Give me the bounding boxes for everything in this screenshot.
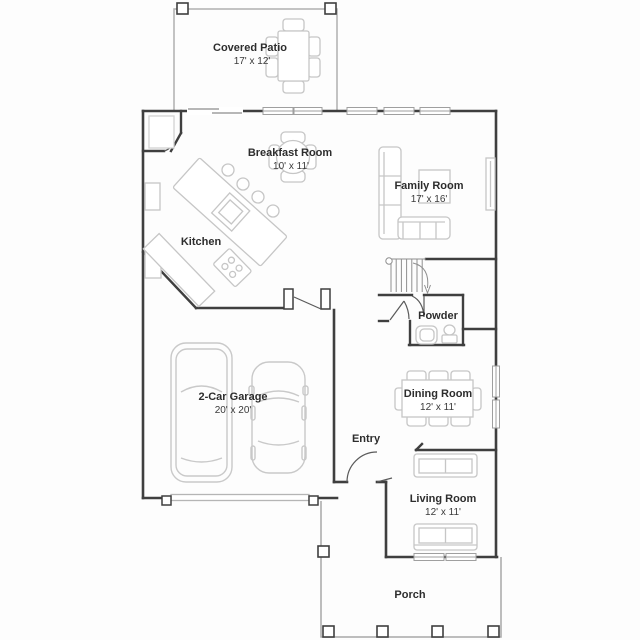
dims-dining-room: 12' x 11' <box>420 402 456 413</box>
porch-post <box>432 626 443 637</box>
closet-door-swing <box>404 301 409 319</box>
sectional-sofa <box>398 217 450 239</box>
front-door-swing <box>347 452 377 482</box>
door-jamb <box>284 289 293 309</box>
kitchen-fixtures <box>143 116 287 306</box>
sofa <box>414 524 477 550</box>
label-garage: 2-Car Garage <box>198 391 268 403</box>
porch-structure <box>318 501 501 637</box>
toilet <box>444 325 455 335</box>
label-powder: Powder <box>418 310 458 322</box>
label-family-room: Family Room <box>394 180 464 192</box>
label-living-room: Living Room <box>409 493 477 505</box>
fridge <box>145 183 160 210</box>
patio-chair <box>308 37 320 56</box>
bar-stool <box>252 191 264 203</box>
label-kitchen: Kitchen <box>180 236 222 248</box>
garage-door <box>162 495 318 506</box>
dims-covered-patio: 17' x 12' <box>233 56 271 67</box>
stair-direction-arrow <box>413 263 428 288</box>
patio-chair <box>283 19 304 31</box>
closet-door-leaf <box>390 301 404 320</box>
patio-post <box>325 3 336 14</box>
bar-stool <box>267 205 279 217</box>
dims-living-room: 12' x 11' <box>425 507 461 518</box>
dims-family-room: 17' x 16' <box>410 194 448 205</box>
stairs <box>386 258 431 293</box>
stair-newel <box>386 258 392 264</box>
bar-stool <box>222 164 234 176</box>
garage-entry-door-leaf <box>294 297 321 309</box>
porch-post <box>377 626 388 637</box>
patio-chair <box>308 58 320 77</box>
dims-breakfast-room: 10' x 11' <box>273 161 309 172</box>
porch-post <box>318 546 329 557</box>
label-covered-patio: Covered Patio <box>213 42 287 54</box>
patio-table <box>278 31 309 81</box>
porch-post <box>488 626 499 637</box>
label-breakfast-room: Breakfast Room <box>247 147 333 159</box>
dims-garage: 20' x 20' <box>214 405 252 416</box>
patio-chair <box>283 81 304 93</box>
label-entry: Entry <box>351 433 381 445</box>
label-dining-room: Dining Room <box>403 388 473 400</box>
room-labels <box>181 42 477 601</box>
door-jamb <box>321 289 330 309</box>
family-room-furniture <box>379 147 450 239</box>
porch-post <box>323 626 334 637</box>
sofa <box>414 454 477 477</box>
car-sedan <box>249 362 308 473</box>
patio-post <box>177 3 188 14</box>
label-porch: Porch <box>394 589 426 601</box>
pantry-shelf <box>149 116 174 148</box>
bar-stool <box>237 178 249 190</box>
powder-fixtures <box>416 325 457 344</box>
